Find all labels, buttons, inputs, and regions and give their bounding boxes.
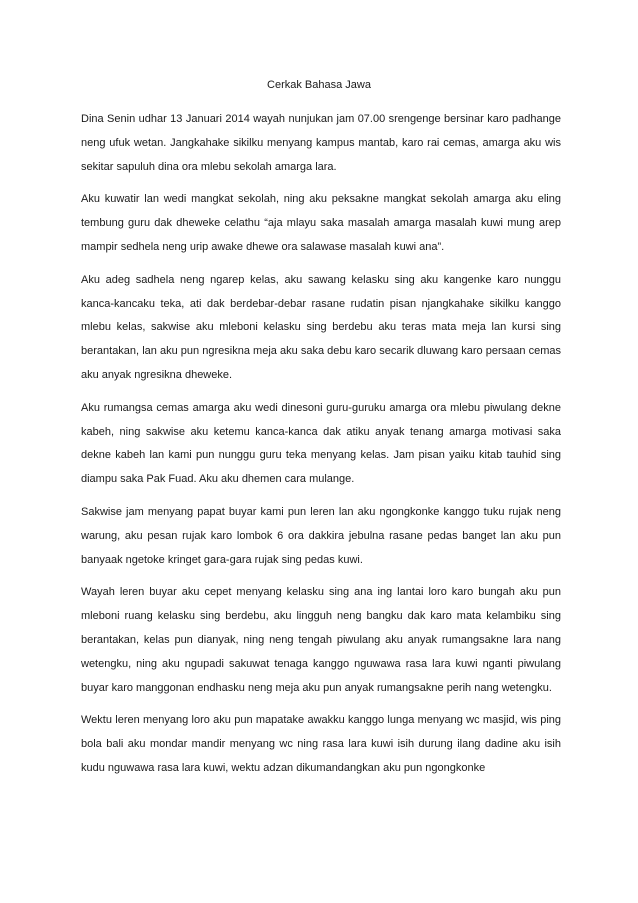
paragraph: Sakwise jam menyang papat buyar kami pun leren lan aku ngongkonke kanggo tuku rujak neng warung, aku pesan rujak karo lombok 6 ora dakkira jebulna rasane pedas banget lan aku pun banyaak ngetoke kringet gara-gara rujak sing pedas kuwi. — [81, 505, 561, 566]
document-title: Cerkak Bahasa Jawa — [267, 79, 371, 91]
paragraph: Wayah leren buyar aku cepet menyang kelasku sing ana ing lantai loro karo bungah aku pun mleboni ruang kelasku sing berdebu, aku lingguh neng bangku dak karo mata kelambiku sing berantakan, kelas pun dianyak, ning neng tengah piwulang aku anyak rumangsakne lara nang wetengku, ning aku ngupadi sakuwat tenaga kanggo nguwawa rasa lara kuwi nganti piwulang buyar karo manggonan endhasku neng meja aku pun anyak rumangsakne perih nang wetengku. — [81, 586, 561, 694]
paragraph: Dina Senin udhar 13 Januari 2014 wayah nunjukan jam 07.00 srengenge bersinar karo padhange neng ufuk wetan. Jangkahake sikilku menyang kampus mantab, karo rai cemas, amarga aku wis sekitar sapuluh dina ora mlebu sekolah amarga lara. — [81, 113, 561, 173]
paragraph: Aku kuwatir lan wedi mangkat sekolah, ning aku peksakne mangkat sekolah amarga aku eling tembung guru dak dheweke celathu “aja mlayu saka masalah amarga masalah kuwi mung arep mampir sedhela neng urip awake dhewe ora salawase masalah kuwi ana”. — [81, 193, 561, 253]
paragraph: Aku rumangsa cemas amarga aku wedi dinesoni guru-guruku amarga ora mlebu piwulang dekne kabeh, ning sakwise aku ketemu kanca-kanca dak atiku anyak tenang amarga motivasi saka dekne kabeh lan kami pun nunggu guru teka menyang kelas. Jam pisan yaiku kitab tauhid sing diampu saka Pak Fuad. Aku aku dhemen cara mulange. — [81, 401, 561, 486]
paragraph: Aku adeg sadhela neng ngarep kelas, aku sawang kelasku sing aku kangenke karo nunggu kanca-kancaku teka, ati dak berdebar-debar rasane rudatin pisan njangkahake sikilku kanggo mlebu kelas, sakwise aku mleboni kelasku sing berdebu aku teras mata meja lan kursi sing berantakan, lan aku pun ngresikna meja aku saka debu karo secarik dluwang karo persaan cemas aku anyak ngresikna dheweke. — [81, 273, 561, 381]
paragraph: Wektu leren menyang loro aku pun mapatake awakku kanggo lunga menyang wc masjid, wis ping bola bali aku mondar mandir menyang wc ning rasa lara kuwi isih durung ilang dadine aku isih kudu nguwawa rasa lara kuwi, wektu adzan dikumandangkan aku pun ngongkonke — [81, 714, 561, 774]
document-body — [81, 108, 561, 790]
